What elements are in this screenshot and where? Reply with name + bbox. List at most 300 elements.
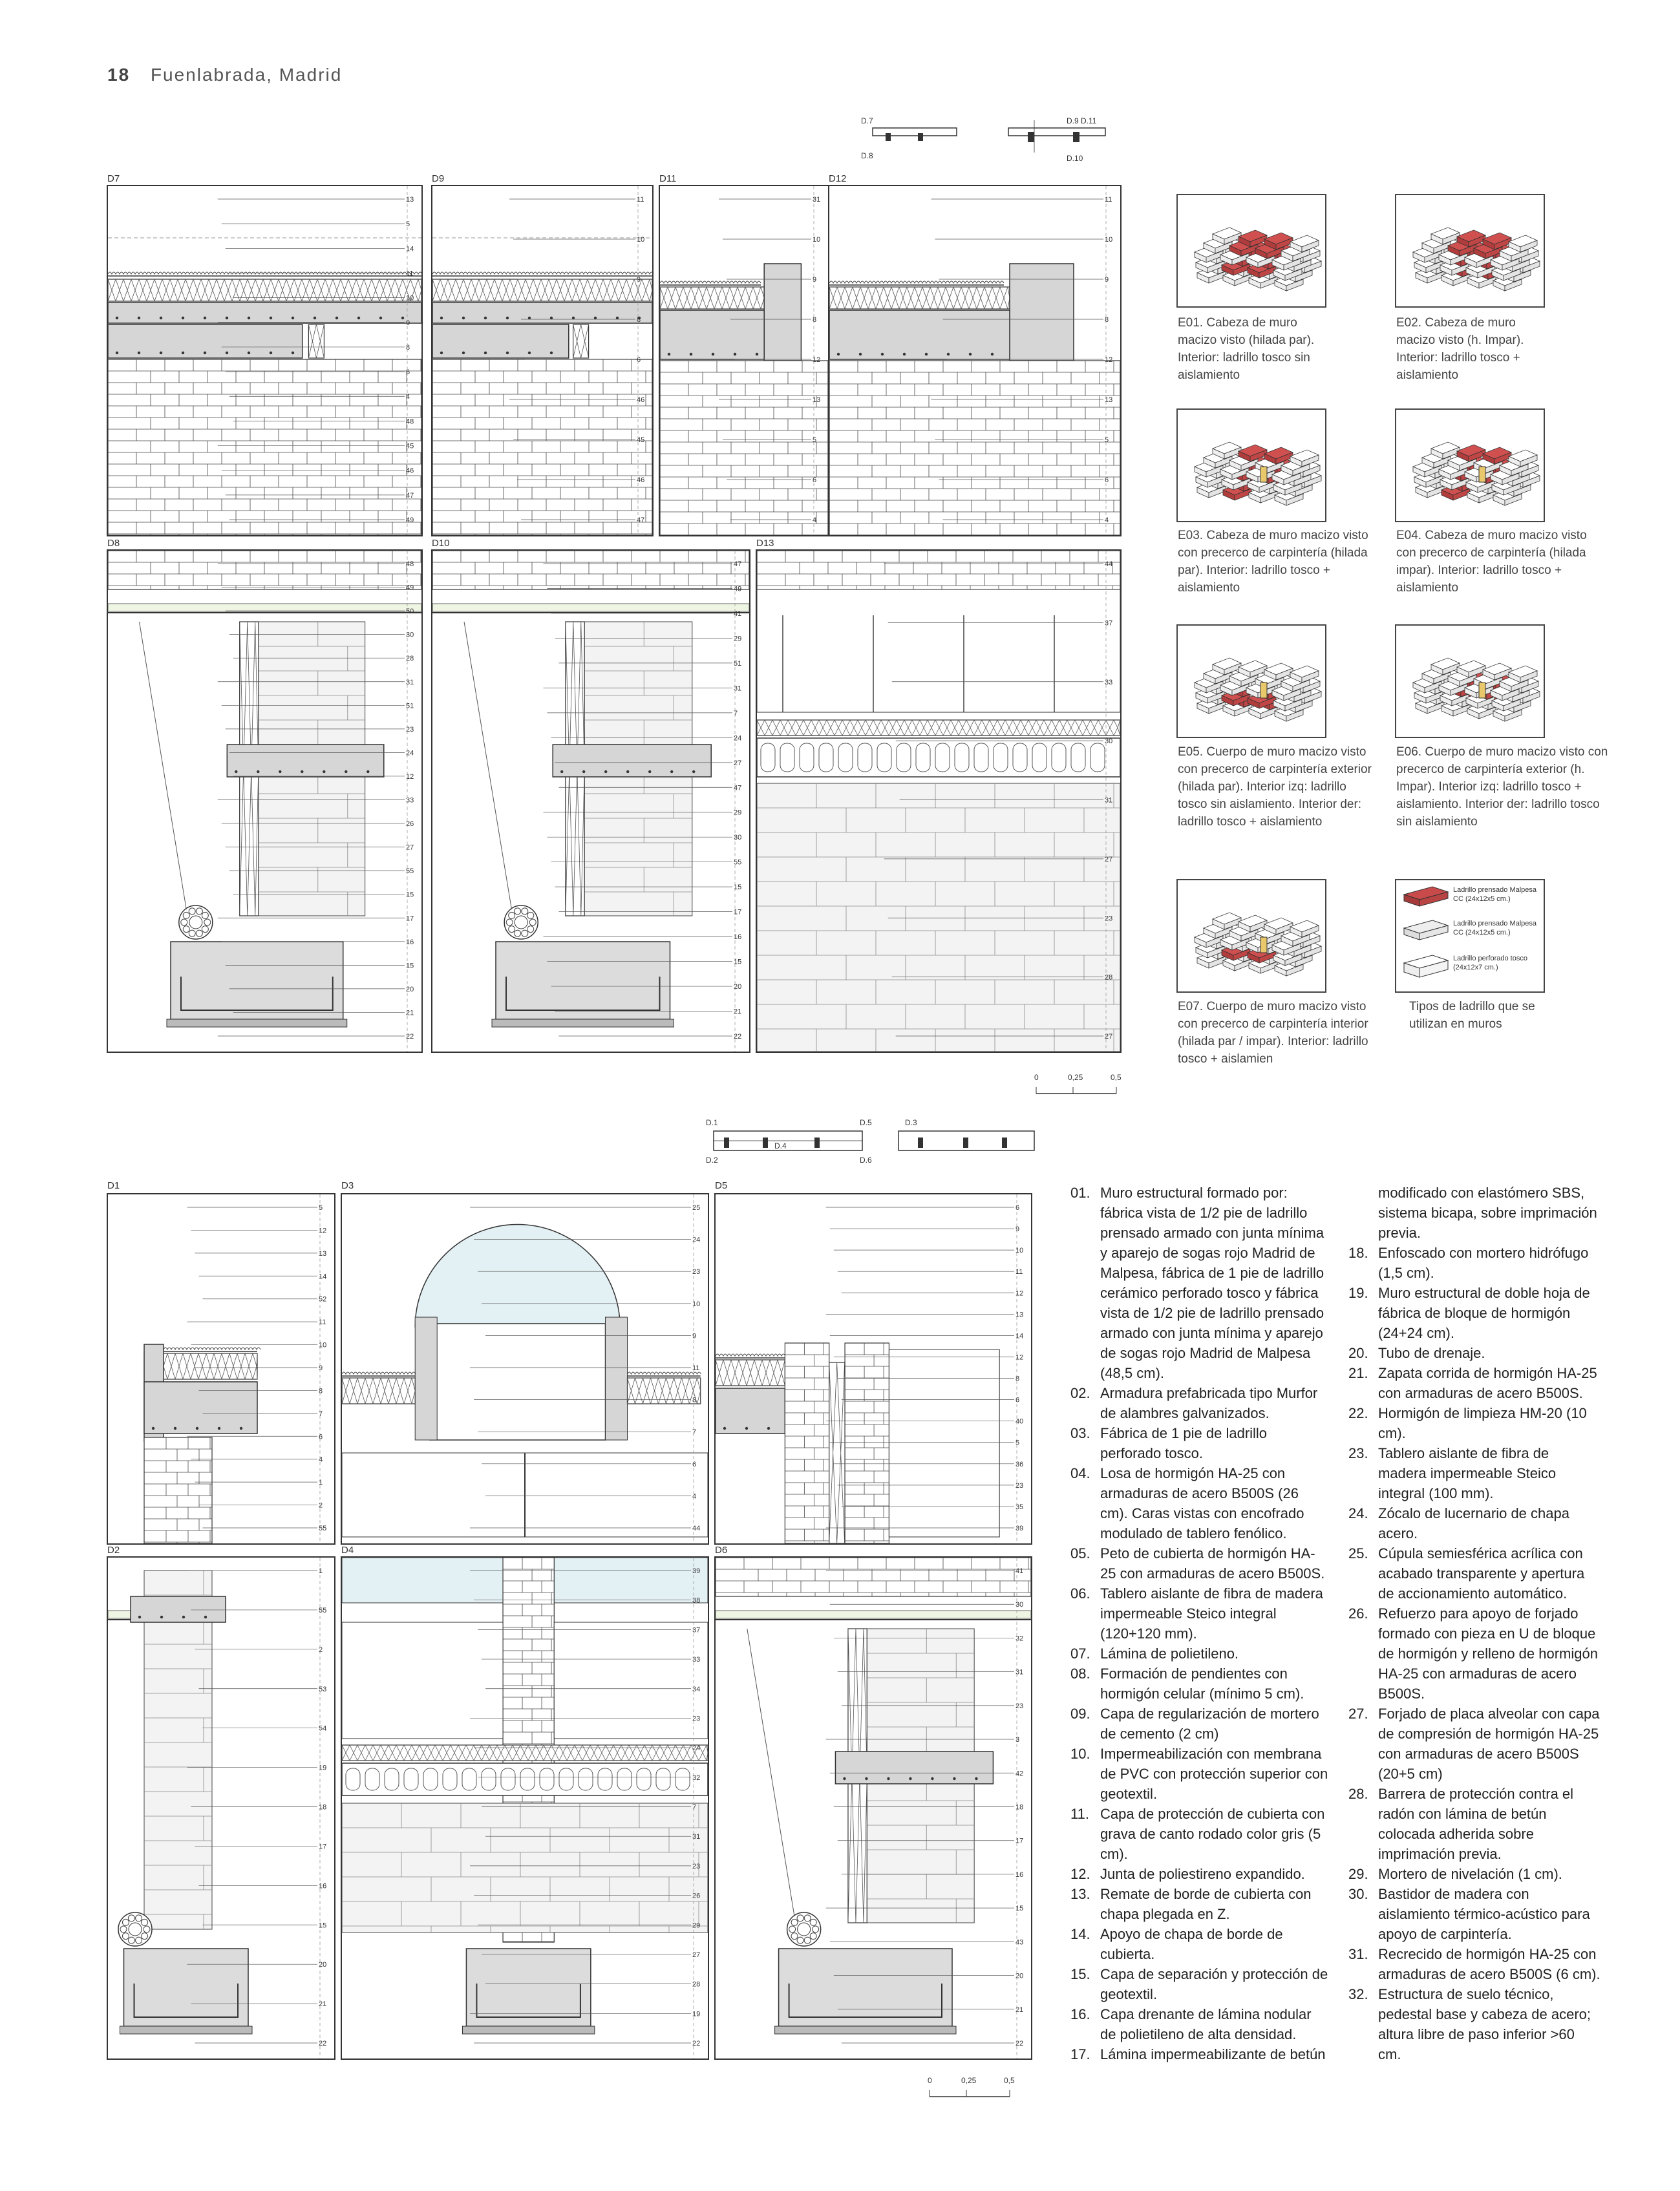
keymap-label: D.2 xyxy=(706,1156,718,1165)
annotation-tag-number: 31 xyxy=(1105,796,1113,805)
annotation-tag-number: 23 xyxy=(406,725,414,734)
concrete-block-wall xyxy=(342,1803,708,1932)
annotation-tag-number: 29 xyxy=(734,809,742,817)
annotation-tag-number: 21 xyxy=(734,1008,742,1016)
annotation-tag-number: 47 xyxy=(406,491,414,500)
construction-detail-drawing xyxy=(108,186,421,535)
detail-d12 xyxy=(828,185,1122,536)
legend-item-text: Tablero aislante de fibra de madera impermeable Steico integral (120+120 mm). xyxy=(1100,1585,1323,1642)
legend-item-text: Fábrica de 1 pie de ladrillo perforado tosco. xyxy=(1100,1425,1268,1461)
legend-item xyxy=(1070,1884,1329,1924)
keymap-label: D.6 xyxy=(860,1156,872,1165)
foundation-footing xyxy=(167,942,347,1027)
annotation-tag-number: 5 xyxy=(1015,1439,1020,1447)
annotation-tag-number: 48 xyxy=(406,560,414,568)
annotation-tag-number: 12 xyxy=(1015,1353,1024,1362)
annotation-tag-number: 6 xyxy=(1105,476,1109,484)
isometric-caption-e03: E03. Cabeza de muro macizo visto con precerco de carpintería (hilada par). Interior: ladrillo tosco + aislamiento xyxy=(1178,529,1368,595)
annotation-tag-number: 15 xyxy=(406,891,414,899)
keymap-label: D.5 xyxy=(860,1118,872,1127)
brick-wall xyxy=(716,1558,1031,1596)
legend-item xyxy=(1348,1784,1600,1864)
annotation-tag-number: 22 xyxy=(406,1033,414,1041)
gravel-layer xyxy=(627,1372,701,1376)
legend-item-text: Tablero aislante de fibra de madera impermeable Steico integral (100 mm). xyxy=(1378,1445,1557,1501)
brick-bond-isometric xyxy=(1396,195,1544,306)
annotation-tag-number: 8 xyxy=(1015,1375,1020,1383)
annotation-tag-number: 9 xyxy=(692,1332,697,1340)
scale-label: 0 xyxy=(928,2076,932,2085)
annotation-tag-number: 19 xyxy=(692,2010,701,2018)
annotation-tag-number: 22 xyxy=(734,1033,742,1041)
annotation-tag-number: 14 xyxy=(406,245,414,253)
detail-d8 xyxy=(107,549,423,1053)
annotation-tag-number: 8 xyxy=(692,1396,697,1404)
annotation-tag-number: 2 xyxy=(319,1646,323,1654)
annotation-tag-number: 38 xyxy=(692,1596,701,1605)
scale-bar-top xyxy=(1034,1073,1125,1099)
keymap-label: D.9 D.11 xyxy=(1067,116,1097,125)
annotation-tag-number: 47 xyxy=(734,560,742,568)
legend-item-number: 23. xyxy=(1348,1445,1368,1461)
annotation-tag-number: 8 xyxy=(1105,316,1109,324)
annotation-tag-number: 31 xyxy=(734,684,742,693)
annotation-tag-number: 31 xyxy=(406,678,414,686)
annotation-tag-number: 13 xyxy=(813,396,821,404)
legend-item-number: 21. xyxy=(1348,1365,1368,1381)
legend-item-number: 27. xyxy=(1348,1706,1368,1722)
keymap-bottom-drawing xyxy=(705,1112,1054,1170)
annotation-tag-number: 20 xyxy=(734,983,742,991)
annotation-tag-number: 28 xyxy=(406,655,414,663)
roof-slab-edge xyxy=(432,302,652,323)
legend-item-number: 18. xyxy=(1348,1245,1368,1261)
legend-item-text: Losa de hormigón HA-25 con armaduras de acero B500S (26 cm). Caras vistas con encofrado modulado de tablero fenólico. xyxy=(1100,1465,1304,1541)
gravel-layer xyxy=(108,272,421,276)
page-number: 18 xyxy=(107,65,131,85)
legend-item xyxy=(1070,1543,1329,1583)
isometric-e07 xyxy=(1176,879,1326,993)
detail-d6 xyxy=(714,1556,1032,2060)
legend-item xyxy=(1348,1343,1600,1363)
annotation-tag-number: 15 xyxy=(406,962,414,970)
construction-detail-drawing xyxy=(660,186,828,535)
annotation-tag-number: 13 xyxy=(319,1249,327,1258)
annotation-tag-number: 23 xyxy=(692,1268,701,1276)
detail-d2 xyxy=(107,1556,335,2060)
annotation-tag-number: 2 xyxy=(319,1501,323,1510)
legend-item xyxy=(1348,1363,1600,1403)
annotation-tag-number: 40 xyxy=(1015,1417,1024,1426)
brick-bond-isometric xyxy=(1178,626,1325,737)
legend-item-text: Muro estructural formado por: fábrica vista de 1/2 pie de ladrillo prensado armado con junta mínima y aparejo de sogas rojo Madrid de Malpesa, fábrica de 1 pie de ladrillo cerámico perforado tosco y fábrica vista de 1/2 pie de ladrillo prensado armado con junta mínima y aparejo de sogas rojo Madrid de Malpesa (48,5 cm). xyxy=(1100,1185,1324,1381)
legend-item-text: Refuerzo para apoyo de forjado formado con pieza en U de bloque de hormigón y relleno de hormigón HA-25 con armaduras de acero B500S. xyxy=(1378,1605,1598,1702)
legend-item xyxy=(1348,1443,1600,1503)
annotation-tag-number: 30 xyxy=(406,631,414,639)
skylight-dome xyxy=(415,1225,620,1327)
annotation-tag-number: 12 xyxy=(1015,1289,1024,1298)
annotation-tag-number: 55 xyxy=(319,1525,327,1532)
annotation-tag-number: 15 xyxy=(734,884,742,892)
annotation-tag-number: 6 xyxy=(637,356,641,364)
panel-label-d10: D10 xyxy=(432,538,450,549)
construction-detail-drawing xyxy=(716,1194,1031,1543)
panel-label-d5: D5 xyxy=(715,1180,728,1191)
ring-beam xyxy=(227,745,384,777)
annotation-tag-number: 23 xyxy=(1015,1481,1024,1490)
brick-wall xyxy=(785,1343,829,1543)
annotation-tag-number: 29 xyxy=(692,1921,701,1930)
annotation-tag-number: 6 xyxy=(319,1433,323,1441)
legend-item xyxy=(1348,1403,1600,1443)
annotation-tag-number: 26 xyxy=(692,1892,701,1900)
legend-item-number: 02. xyxy=(1070,1385,1090,1401)
annotation-tag-number: 37 xyxy=(692,1626,701,1635)
annotation-tag-number: 51 xyxy=(406,702,414,710)
annotation-tag-number: 16 xyxy=(319,1882,327,1890)
construction-detail-drawing xyxy=(757,551,1120,1052)
gravel-layer xyxy=(829,281,1004,285)
legend-item-text: Capa de protección de cubierta con grava de canto rodado color gris (5 cm). xyxy=(1100,1806,1325,1862)
skylight-curb xyxy=(415,1317,437,1440)
concrete-slab xyxy=(829,310,1010,359)
drain-pipe xyxy=(118,1912,152,1946)
window-frame xyxy=(554,1622,708,1739)
isometric-e04 xyxy=(1395,408,1545,522)
annotation-tag-number: 45 xyxy=(406,442,414,450)
annotation-tag-number: 9 xyxy=(1015,1225,1020,1234)
annotation-tag-number: 30 xyxy=(1015,1601,1024,1609)
legend-item-text: Forjado de placa alveolar con capa de compresión de hormigón HA-25 con armaduras de acero B500S (20+5 cm) xyxy=(1378,1706,1600,1782)
brick-type-label: Ladrillo prensado Malpesa CC (24x12x5 cm.) xyxy=(1453,886,1537,903)
insulation-layer xyxy=(342,1745,708,1761)
brick-bond-isometric xyxy=(1178,195,1325,306)
annotation-tag-number: 9 xyxy=(813,276,817,284)
concrete-slab xyxy=(716,1388,785,1434)
annotation-tag-number: 7 xyxy=(319,1410,323,1418)
drain-pipe xyxy=(179,905,213,939)
annotation-tag-number: 20 xyxy=(319,1961,327,1969)
keymap-top xyxy=(860,114,1131,165)
page-header xyxy=(107,65,342,85)
legend-item-number: 31. xyxy=(1348,1946,1368,1962)
panel-label-d12: D12 xyxy=(829,173,847,184)
annotation-tag-number: 6 xyxy=(406,368,410,377)
annotation-tag-number: 13 xyxy=(1105,396,1113,404)
concrete-slab xyxy=(144,1382,257,1434)
annotation-tag-number: 54 xyxy=(319,1724,327,1733)
annotation-tag-number: 8 xyxy=(813,316,817,324)
concrete-parapet xyxy=(1010,264,1074,361)
detail-d7 xyxy=(107,185,423,536)
legend-item xyxy=(1348,1944,1600,1984)
annotation-tag-number: 4 xyxy=(319,1455,323,1464)
annotation-tag-number: 10 xyxy=(692,1300,701,1308)
annotation-tag-number: 6 xyxy=(1015,1204,1020,1212)
legend-column-2 xyxy=(1348,1183,1600,2064)
ring-beam xyxy=(553,745,711,777)
gravel-layer xyxy=(660,281,761,285)
annotation-tag-number: 13 xyxy=(406,196,414,204)
annotation-tag-number: 35 xyxy=(1015,1503,1024,1511)
legend-item-text: Hormigón de limpieza HM-20 (10 cm). xyxy=(1378,1405,1587,1441)
annotation-tag-number: 8 xyxy=(406,343,410,352)
panel-label-d7: D7 xyxy=(107,173,120,184)
isometric-caption-e01: E01. Cabeza de muro macizo visto (hilada par). Interior: ladrillo tosco sin aislamiento xyxy=(1178,316,1315,382)
legend-item xyxy=(1070,2004,1329,2044)
annotation-tag-number: 14 xyxy=(319,1273,327,1281)
brick-types-box xyxy=(1395,879,1545,993)
annotation-tag-number: 23 xyxy=(1015,1702,1024,1710)
legend-item-text: Peto de cubierta de hormigón HA-25 con armaduras de acero B500S. xyxy=(1100,1545,1325,1582)
insulation-layer xyxy=(716,1360,785,1386)
detail-d1 xyxy=(107,1193,335,1545)
legend-item-text: Impermeabilización con membrana de PVC con protección superior con geotextil. xyxy=(1100,1746,1328,1802)
detail-d13 xyxy=(756,549,1122,1053)
isometric-e02 xyxy=(1395,194,1545,308)
annotation-tag-number: 16 xyxy=(734,933,742,942)
keymap-label: D.8 xyxy=(861,151,873,160)
annotation-tag-number: 19 xyxy=(319,1764,327,1772)
annotation-tag-number: 10 xyxy=(813,236,821,244)
annotation-tag-number: 5 xyxy=(813,436,817,444)
annotation-tag-number: 27 xyxy=(734,759,742,767)
construction-detail-drawing xyxy=(716,1558,1031,2059)
annotation-tag-number: 17 xyxy=(319,1843,327,1851)
legend-item-text: Capa drenante de lámina nodular de polietileno de alta densidad. xyxy=(1100,2006,1312,2042)
legend-item-text: Lámina de polietileno. xyxy=(1100,1646,1239,1662)
legend-item xyxy=(1070,1664,1329,1704)
legend-item xyxy=(1070,1864,1329,1884)
legend-column-1 xyxy=(1070,1183,1329,2064)
annotation-tag-number: 12 xyxy=(1105,356,1113,364)
annotation-tag-number: 5 xyxy=(1105,436,1109,444)
annotation-tag-number: 4 xyxy=(692,1492,697,1501)
drain-pipe xyxy=(504,905,538,939)
annotation-tag-number: 41 xyxy=(1015,1567,1024,1575)
insulation-layer xyxy=(308,324,324,358)
annotation-tag-number: 11 xyxy=(406,270,414,278)
brick-wall xyxy=(108,359,421,535)
annotation-tag-number: 17 xyxy=(734,908,742,916)
legend-item-number: 20. xyxy=(1348,1345,1368,1361)
brick-bond-isometric xyxy=(1178,410,1325,521)
legend-item xyxy=(1070,1744,1329,1804)
window-subframe xyxy=(1260,683,1267,698)
excavation-line xyxy=(747,1629,794,1916)
annotation-tag-number: 11 xyxy=(1105,196,1112,204)
annotation-tag-number: 9 xyxy=(637,276,641,284)
annotation-tag-number: 15 xyxy=(1015,1905,1024,1913)
window-frame xyxy=(342,1622,503,1739)
legend-item xyxy=(1348,1243,1600,1283)
brick-wall xyxy=(757,551,1120,589)
detail-d3 xyxy=(341,1193,709,1545)
annotation-tag-number: 50 xyxy=(406,608,414,616)
annotation-tag-number: 24 xyxy=(406,749,414,757)
annotation-tag-number: 23 xyxy=(692,1715,701,1723)
legend-item-text: Armadura prefabricada tipo Murfor de alambres galvanizados. xyxy=(1100,1385,1318,1421)
insulation-layer xyxy=(660,287,764,309)
annotation-tag-number: 8 xyxy=(319,1387,323,1395)
detail-d4 xyxy=(341,1556,709,2060)
annotation-tag-number: 10 xyxy=(637,236,645,244)
panel-label-d6: D6 xyxy=(715,1545,728,1556)
foundation-footing xyxy=(120,1949,253,2034)
brick-wall xyxy=(108,551,421,589)
isometric-caption-e07: E07. Cuerpo de muro macizo visto con precerco de carpintería interior (hilada par / impar). Interior: ladrillo tosco + aislamien xyxy=(1178,1000,1368,1066)
annotation-tag-number: 36 xyxy=(1015,1460,1024,1468)
annotation-tag-number: 9 xyxy=(406,319,410,327)
legend-item-text: Estructura de suelo técnico, pedestal base y cabeza de acero; altura libre de paso inferior >60 cm. xyxy=(1378,1986,1591,2062)
legend-item-number: 10. xyxy=(1070,1746,1090,1762)
foundation-footing xyxy=(492,942,674,1027)
hollowcore-slab xyxy=(342,1763,708,1795)
annotation-tag-number: 15 xyxy=(734,958,742,966)
construction-detail-drawing xyxy=(432,551,749,1052)
excavation-line xyxy=(464,622,512,909)
annotation-tag-number: 6 xyxy=(1015,1396,1020,1404)
annotation-tag-number: 10 xyxy=(1015,1247,1024,1255)
annotation-tag-number: 12 xyxy=(406,772,414,781)
annotation-tag-number: 1 xyxy=(319,1479,323,1487)
annotation-tag-number: 27 xyxy=(692,1951,701,1959)
construction-detail-drawing xyxy=(342,1194,708,1543)
annotation-tag-number: 31 xyxy=(1015,1668,1024,1677)
legend-item xyxy=(1070,1583,1329,1644)
construction-detail-drawing xyxy=(829,186,1120,535)
annotation-tag-number: 3 xyxy=(1015,1736,1020,1744)
window-frame xyxy=(889,1350,999,1537)
annotation-tag-number: 14 xyxy=(1015,1332,1024,1340)
panel-label-d2: D2 xyxy=(107,1545,120,1556)
legend-item-number: 15. xyxy=(1070,1966,1090,1982)
legend-item xyxy=(1348,1183,1600,1243)
legend-item xyxy=(1348,1543,1600,1604)
annotation-tag-number: 30 xyxy=(1105,737,1113,746)
annotation-tag-number: 34 xyxy=(692,1685,701,1693)
brick-wall xyxy=(845,1343,889,1543)
brick-bond-isometric xyxy=(1396,410,1544,521)
annotation-tag-number: 31 xyxy=(813,196,821,204)
annotation-tag-number: 5 xyxy=(406,220,410,229)
panel-label-d8: D8 xyxy=(107,538,120,549)
legend-item-text: Remate de borde de cubierta con chapa plegada en Z. xyxy=(1100,1886,1312,1922)
annotation-tag-number: 49 xyxy=(406,516,414,524)
brick-bond-isometric xyxy=(1396,626,1544,737)
legend-item-text: Apoyo de chapa de borde de cubierta. xyxy=(1100,1926,1283,1962)
isometric-caption-e05: E05. Cuerpo de muro macizo visto con precerco de carpintería exterior (hilada par). Interior izq: ladrillo tosco sin aislamiento. Interior der: ladrillo tosco + aislamiento xyxy=(1178,745,1372,829)
insulation-layer xyxy=(573,324,589,358)
legend-item-number: 14. xyxy=(1070,1926,1090,1942)
legend-item xyxy=(1070,1383,1329,1423)
annotation-tag-number: 10 xyxy=(406,294,414,302)
legend-item-text: Enfoscado con mortero hidrófugo (1,5 cm). xyxy=(1378,1245,1589,1281)
concrete-block-wall xyxy=(757,783,1120,1052)
panel-label-d11: D11 xyxy=(659,173,677,184)
annotation-tag-number: 20 xyxy=(406,985,414,993)
window-subframe xyxy=(1479,683,1485,698)
annotation-tag-number: 44 xyxy=(1105,560,1113,568)
annotation-tag-number: 27 xyxy=(1105,855,1113,863)
legend-item xyxy=(1070,2044,1329,2064)
legend-item-number: 25. xyxy=(1348,1545,1368,1561)
annotation-tag-number: 4 xyxy=(813,516,817,524)
annotation-tag-number: 8 xyxy=(637,316,641,324)
construction-detail-drawing xyxy=(108,1194,334,1543)
legend-item xyxy=(1348,1704,1600,1784)
annotation-tag-number: 48 xyxy=(406,418,414,426)
annotation-tag-number: 16 xyxy=(1015,1870,1024,1879)
legend-item-number: 01. xyxy=(1070,1185,1090,1201)
insulation-layer xyxy=(757,720,1120,736)
ground-line xyxy=(432,604,749,613)
annotation-tag-number: 21 xyxy=(319,2000,327,2009)
isometric-e03 xyxy=(1176,408,1326,522)
brick-types-caption: Tipos de ladrillo que se utilizan en muros xyxy=(1409,1000,1535,1031)
legend-item-number: 05. xyxy=(1070,1545,1090,1561)
legend-item-number: 06. xyxy=(1070,1585,1090,1602)
annotation-tag-number: 31 xyxy=(692,1833,701,1841)
legend-item xyxy=(1070,1804,1329,1864)
hollowcore-slab xyxy=(757,738,1120,777)
annotation-tag-number: 18 xyxy=(1015,1803,1024,1812)
page-title: Fuenlabrada, Madrid xyxy=(150,65,343,85)
annotation-tag-number: 46 xyxy=(406,467,414,475)
isometric-e06 xyxy=(1395,624,1545,738)
legend-item-number: 09. xyxy=(1070,1706,1090,1722)
annotation-tag-number: 24 xyxy=(692,1236,701,1244)
legend-item xyxy=(1070,1463,1329,1543)
legend-item xyxy=(1348,1503,1600,1543)
annotation-tag-number: 53 xyxy=(319,1685,327,1693)
foundation-footing xyxy=(462,1949,594,2034)
keymap-label: D.7 xyxy=(861,116,873,125)
keymap-label: D.10 xyxy=(1067,154,1083,163)
annotation-tag-number: 11 xyxy=(637,196,644,204)
annotation-tag-number: 55 xyxy=(319,1606,327,1614)
annotation-tag-number: 33 xyxy=(406,796,414,805)
construction-detail-drawing xyxy=(108,551,421,1052)
gravel-layer xyxy=(716,1354,785,1358)
detail-d5 xyxy=(714,1193,1032,1545)
insulation-layer xyxy=(627,1378,700,1404)
legend-item-text: modificado con elastómero SBS, sistema bicapa, sobre imprimación previa. xyxy=(1378,1185,1597,1241)
legend-item-number: 07. xyxy=(1070,1646,1090,1662)
legend-item-text: Zapata corrida de hormigón HA-25 con armaduras de acero B500S. xyxy=(1378,1365,1597,1401)
legend-item xyxy=(1348,1604,1600,1704)
panel-label-d1: D1 xyxy=(107,1180,120,1191)
scale-bar-bottom xyxy=(928,2076,1018,2102)
legend-item-number: 22. xyxy=(1348,1405,1368,1421)
legend-item xyxy=(1070,1423,1329,1463)
annotation-tag-number: 9 xyxy=(319,1364,323,1372)
annotation-tag-number: 47 xyxy=(637,516,645,524)
annotation-tag-number: 18 xyxy=(319,1803,327,1812)
annotation-tag-number: 4 xyxy=(1105,516,1109,524)
excavation-line xyxy=(140,622,187,909)
detail-d11 xyxy=(659,185,829,536)
ring-beam xyxy=(835,1752,993,1784)
annotation-tag-number: 37 xyxy=(1105,619,1113,628)
brick-wall xyxy=(144,1437,212,1543)
annotation-tag-number: 33 xyxy=(692,1656,701,1664)
roof-slab-edge xyxy=(108,302,421,323)
annotation-tag-number: 11 xyxy=(692,1364,700,1372)
keymap-label: D.1 xyxy=(706,1118,718,1127)
legend-item xyxy=(1070,1183,1329,1383)
annotation-tag-number: 7 xyxy=(692,1428,697,1437)
